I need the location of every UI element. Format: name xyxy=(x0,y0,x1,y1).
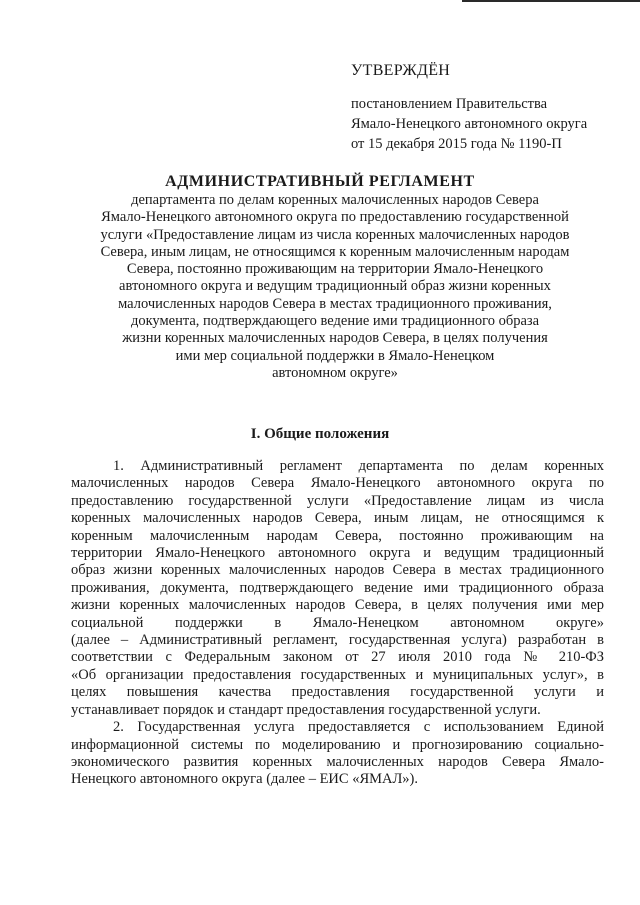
paragraph-line: коренным малочисленным народам Севера, постоянно проживающим на xyxy=(71,527,604,544)
document-body xyxy=(71,458,604,789)
paragraph-line: малочисленных народов Севера Ямало-Ненецкого автономного округа по xyxy=(71,475,604,492)
paragraph-line: (далее – Административный регламент, государственная услуга) разработан в xyxy=(71,632,604,649)
paragraph-line: образ жизни коренных малочисленных народов Севера в местах традиционного xyxy=(71,562,604,579)
subtitle-line: автономном округе» xyxy=(272,364,398,381)
paragraph-1 xyxy=(71,458,604,719)
approval-stamp-block xyxy=(351,62,621,154)
subtitle-line: автономного округа и ведущим традиционный образ жизни коренных xyxy=(119,278,551,295)
subtitle-line: услуги «Предоставление лицам из числа коренных малочисленных народов xyxy=(100,226,570,243)
paragraph-line: проживания, документа, подтверждающего ведение ими традиционного образа xyxy=(71,579,604,596)
paragraph-line: 2. Государственная услуга предоставляется с использованием Единой xyxy=(113,719,604,736)
approval-line-3: от 15 декабря 2015 года № 1190-П xyxy=(351,136,562,152)
paragraph-line: Ненецкого автономного округа (далее – ЕИС «ЯМАЛ»). xyxy=(71,771,419,788)
subtitle-line: жизни коренных малочисленных народов Севера, в целях получения xyxy=(122,330,548,347)
paragraph-2 xyxy=(71,719,604,789)
paragraph-line: 1. Административный регламент департамента по делам коренных xyxy=(113,458,604,474)
paragraph-line: информационной системы по моделированию и прогнозированию социально- xyxy=(71,736,604,753)
paragraph-line: соответствии с Федеральным законом от 27 июля 2010 года № 210-ФЗ xyxy=(71,649,604,666)
document-subtitle xyxy=(70,192,600,382)
paragraph-line: «Об организации предоставления государственных и муниципальных услуг», в xyxy=(71,666,604,683)
paragraph-line: устанавливает порядок и стандарт предоставления государственной услуги. xyxy=(71,701,541,718)
approval-line-1: постановлением Правительства xyxy=(351,96,548,112)
section-heading: I. Общие положения xyxy=(250,426,390,442)
paragraph-line: коренных малочисленных народов Севера, иным лицам, не относящимся к xyxy=(71,510,604,527)
paragraph-line: социальной поддержки в Ямало-Ненецком автономном округе» xyxy=(71,614,604,631)
paragraph-line: территории Ямало-Ненецкого автономного округа и ведущим традиционный xyxy=(71,545,604,562)
paragraph-line: целях повышения качества предоставления государственной услуги и xyxy=(71,684,604,701)
subtitle-line: документа, подтверждающего ведение ими традиционного образа xyxy=(130,313,540,330)
subtitle-line: ими мер социальной поддержки в Ямало-Ненецком xyxy=(175,347,495,364)
paragraph-line: предоставлению государственной услуги «Предоставление лицам из числа xyxy=(71,492,604,509)
approval-line-2: Ямало-Ненецкого автономного округа xyxy=(351,116,588,132)
document-title: АДМИНИСТРАТИВНЫЙ РЕГЛАМЕНТ xyxy=(165,173,475,190)
paragraph-line: жизни коренных малочисленных народов Севера, в целях получения ими мер xyxy=(71,597,604,614)
approval-heading: УТВЕРЖДЁН xyxy=(351,62,451,79)
subtitle-line: Севера, иным лицам, не относящимся к коренным малочисленным народам xyxy=(100,243,570,260)
subtitle-line: Севера, постоянно проживающим на территории Ямало-Ненецкого xyxy=(126,261,544,278)
subtitle-line: Ямало-Ненецкого автономного округа по предоставлению государственной xyxy=(101,209,569,226)
scan-edge-line xyxy=(462,0,640,2)
subtitle-line: департамента по делам коренных малочисленных народов Севера xyxy=(131,192,539,208)
subtitle-line: малочисленных народов Севера в местах традиционного проживания, xyxy=(118,295,552,312)
paragraph-line: экономического развития коренных малочисленных народов Севера Ямало- xyxy=(71,753,604,770)
